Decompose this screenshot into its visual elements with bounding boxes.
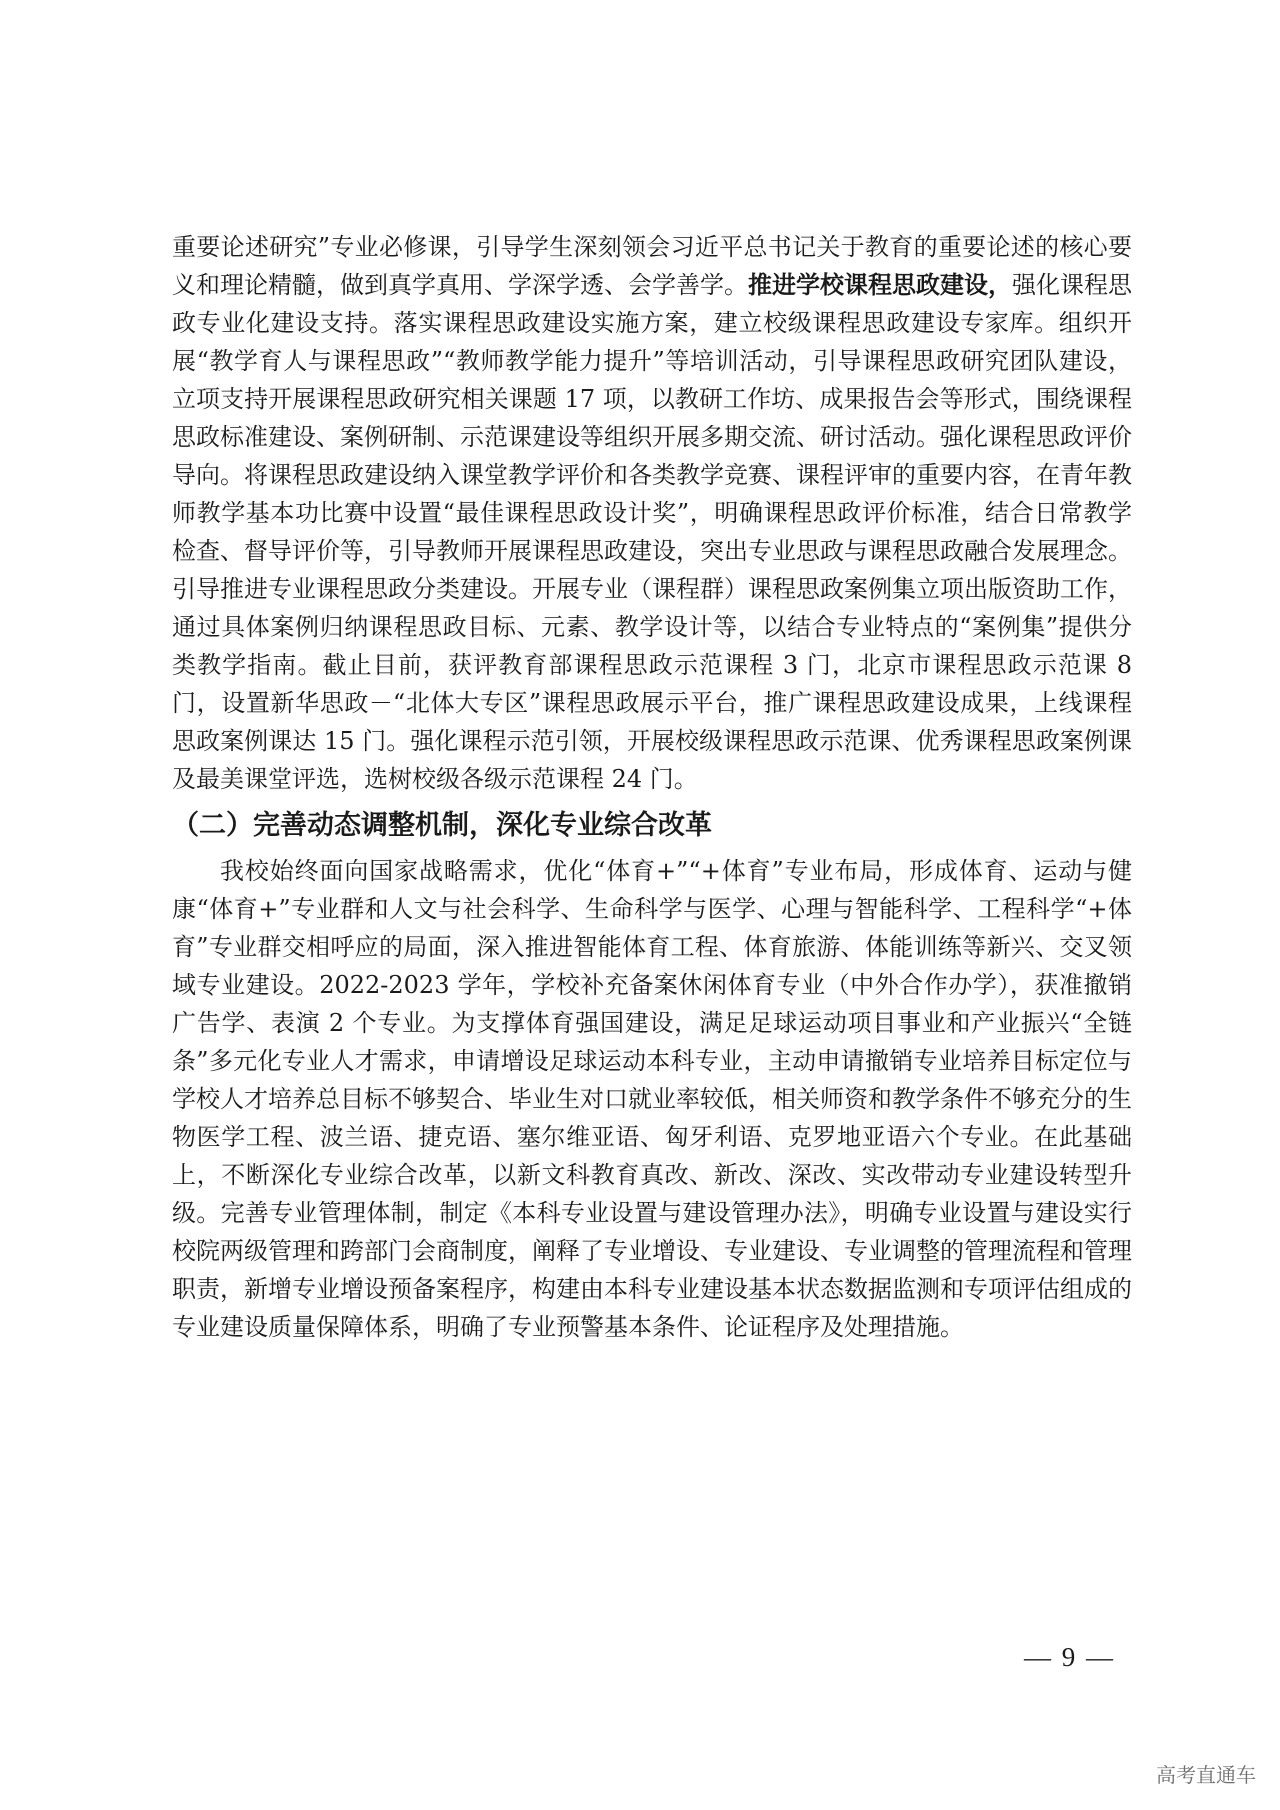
page-body — [172, 228, 1132, 1346]
paragraph-major-reform: 我校始终面向国家战略需求，优化“体育+”“+体育”专业布局，形成体育、运动与健康“体育+”专业群和人文与社会科学、生命科学与医学、心理与智能科学、工程科学“+体育”专业群交相呼应的局面，深入推进智能体育工程、体育旅游、体能训练等新兴、交叉领域专业建设。2022-2023 学年，学校补充备案休闲体育专业（中外合作办学），获准撤销广告学、表演 2 个专业。为支撑体育强国建设，满足足球运动项目事业和产业振兴“全链条”多元化专业人才需求，申请增设足球运动本科专业，主动申请撤销专业培养目标定位与学校人才培养总目标不够契合、毕业生对口就业率较低，相关师资和教学条件不够充分的生物医学工程、波兰语、捷克语、塞尔维亚语、匈牙利语、克罗地亚语六个专业。在此基础上，不断深化专业综合改革，以新文科教育真改、新改、深改、实改带动专业建设转型升级。完善专业管理体制，制定《本科专业设置与建设管理办法》，明确专业设置与建设实行校院两级管理和跨部门会商制度，阐释了专业增设、专业建设、专业调整的管理流程和管理职责，新增专业增设预备案程序，构建由本科专业建设基本状态数据监测和专项评估组成的专业建设质量保障体系，明确了专业预警基本条件、论证程序及处理措施。 — [172, 857, 1132, 1341]
paragraph-course-ideology — [172, 228, 1132, 798]
watermark: 高考直通车 — [1156, 1763, 1256, 1787]
paragraph-text: 重要论述研究”专业必修课，引导学生深刻领会习近平总书记关于教育的重要论述的核心要义和理论精髓，做到真学真用、学深学透、会学善学。 — [172, 233, 1132, 299]
paragraph-text: 强化课程思政专业化建设支持。落实课程思政建设实施方案，建立校级课程思政建设专家库。组织开展“教学育人与课程思政”“教师教学能力提升”等培训活动，引导课程思政研究团队建设，立项支持开展课程思政研究相关课题 17 项，以教研工作坊、成果报告会等形式，围绕课程思政标准建设、案例研制、示范课建设等组织开展多期交流、研讨活动。强化课程思政评价导向。将课程思政建设纳入课堂教学评价和各类教学竞赛、课程评审的重要内容，在青年教师教学基本功比赛中设置“最佳课程思政设计奖”，明确课程思政评价标准，结合日常教学检查、督导评价等，引导教师开展课程思政建设，突出专业思政与课程思政融合发展理念。引导推进专业课程思政分类建设。开展专业（课程群）课程思政案例集立项出版资助工作，通过具体案例归纳课程思政目标、元素、教学设计等，以结合专业特点的“案例集”提供分类教学指南。截止目前，获评教育部课程思政示范课程 3 门，北京市课程思政示范课 8 门，设置新华思政－“北体大专区”课程思政展示平台，推广课程思政建设成果，上线课程思政案例课达 15 门。强化课程示范引领，开展校级课程思政示范课、优秀课程思政案例课及最美课堂评选，选树校级各级示范课程 24 门。 — [172, 271, 1132, 793]
bold-subheading: 推进学校课程思政建设， — [748, 270, 1012, 299]
page-number: — 9 — — [1024, 1642, 1115, 1672]
section-heading: （二）完善动态调整机制，深化专业综合改革 — [172, 810, 712, 841]
